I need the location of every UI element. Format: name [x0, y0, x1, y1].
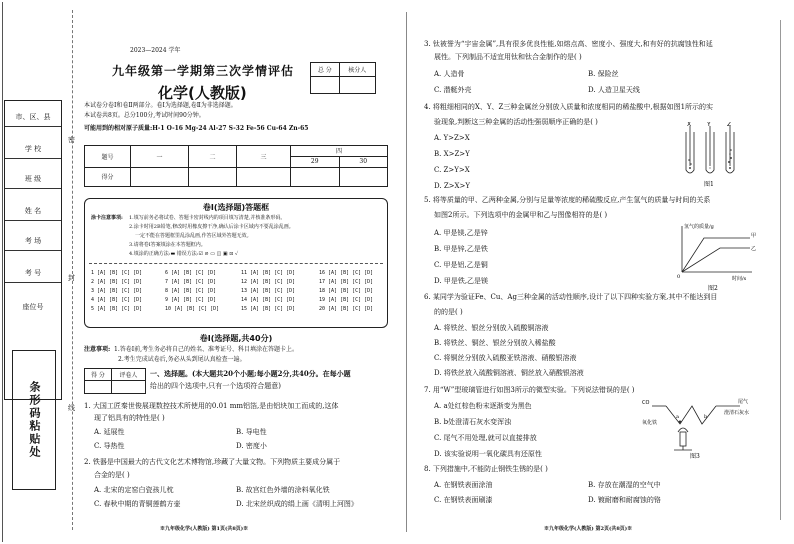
barcode-box [12, 350, 56, 490]
score-table-score-label: 得分 [85, 167, 131, 186]
question-8-option-c[interactable]: C. 在钢铁表面刷漆 [434, 496, 493, 504]
score-table-header-2: 二 [189, 146, 237, 168]
question-3-stem: 3. 钛被誉为“宇宙金属”,具有很多优良性能,如熔点高、密度小、强度大,和有好的抗腐蚀性和延 [424, 40, 713, 48]
question-2-stem: 2. 铁器是中国最大的古代文化艺术博物馆,珍藏了大量文物。下列物质主要成分属于 [84, 458, 341, 466]
question-8-stem: 8. 下列措施中,不能防止钢铁生锈的是( ) [424, 465, 548, 473]
score-table-header-3: 三 [237, 146, 291, 168]
part1-title: 卷Ⅰ(选择题,共40分) [199, 334, 273, 343]
question-4-option-d[interactable]: D. Z>X>Y [434, 182, 471, 190]
field-city: 市、区、县 [5, 107, 61, 127]
section-1-instructions-2: 给出的四个选项中,只有一个选项符合题意) [150, 382, 281, 390]
w-tube [666, 406, 716, 424]
figure-2-graph [672, 220, 758, 292]
checker-label: 核分人 [339, 63, 375, 77]
question-7-option-a[interactable]: A. a处红棕色粉末逐渐变为黑色 [434, 402, 532, 410]
question-2-option-b[interactable]: B. 故宫红色外墙的涂料氧化铁 [236, 486, 330, 494]
question-8-option-b[interactable]: B. 存放在潮湿的空气中 [588, 481, 661, 489]
total-score-box [310, 62, 376, 94]
question-5-option-a[interactable]: A. 甲是镁,乙是锌 [434, 229, 488, 237]
answer-card [84, 198, 388, 328]
fig3-a-label: a [676, 414, 679, 420]
question-3-stem-2: 展性。下列制品不适宜用钛和钛合金制作的是( ) [434, 53, 582, 61]
fig3-co-label: CO [642, 400, 650, 406]
question-6-option-d[interactable]: D. 将铁丝放入硫酸铜溶液、铜丝放入硝酸银溶液 [434, 369, 584, 377]
question-7-option-b[interactable]: B. b处澄清石灰水变浑浊 [434, 418, 512, 426]
answer-row[interactable]: 1 [A] [B] [C] [D] 6 [A] [B] [C] [D] 11 [A] [B] [C] [D] 16 [A] [B] [C] [D] [91, 270, 374, 276]
score-table [84, 145, 388, 187]
exam-notice-2: 本试卷共8页。总分100分,考试时间90分钟。 [84, 112, 205, 119]
question-3-option-d[interactable]: D. 人造卫星天线 [588, 86, 640, 94]
question-7-option-d[interactable]: D. 该实验说明一氧化碳具有还原性 [434, 450, 542, 458]
checker-value[interactable] [339, 77, 375, 94]
question-3-option-c[interactable]: C. 潜艇外壳 [434, 86, 472, 94]
atomic-masses: 可能用到的相对原子质量:H-1 O-16 Mg-24 Al-27 S-32 Fe-56 Cu-64 Zn-65 [84, 125, 309, 132]
series-jia-line [682, 238, 750, 272]
answer-card-note-4: 3.请将卷Ⅰ答案填涂在本答题框内。 [129, 242, 206, 248]
series-label-yi: 乙 [751, 246, 757, 252]
series-yi-line [682, 248, 750, 272]
grader-score-label: 得 分 [85, 369, 112, 381]
answer-card-note-3: 一定不能在答题框里乱涂乱画,作答区域外答题无效。 [135, 233, 252, 239]
graph-origin: 0 [677, 274, 681, 280]
seal-char-3: 线 [68, 404, 75, 412]
score-cell[interactable] [189, 167, 237, 186]
footer-page-2: ※九年级化学(人教版) 第2页(共8页)※ [544, 526, 633, 532]
question-4-option-a[interactable]: A. Y>Z>X [434, 134, 470, 142]
score-cell[interactable] [339, 167, 388, 186]
seal-char-1: 密 [68, 136, 75, 144]
section-1-instructions: 一、选择题。(本大题共20个小题;每小题2分,共40分。在每小题 [150, 369, 351, 378]
right-edge-marks [780, 20, 788, 520]
figure-1-caption: 图1 [704, 181, 714, 188]
page-left-edge [2, 2, 3, 542]
question-7-option-c[interactable]: C. 尾气不用处理,就可以直接排放 [434, 434, 537, 442]
part1-note-2: 2.考生完成试卷后,务必从头到尾认真检查一遍。 [118, 356, 246, 363]
answer-row[interactable]: 4 [A] [B] [C] [D] 9 [A] [B] [C] [D] 14 [A] [B] [C] [D] 19 [A] [B] [C] [D] [91, 297, 374, 303]
tube-label-z: Z [727, 122, 732, 128]
total-score-value[interactable] [311, 77, 340, 94]
question-2-option-d[interactable]: D. 北宋丝织成的绢上画《清明上河图》 [236, 500, 358, 508]
score-cell[interactable] [131, 167, 189, 186]
field-exam-number: 考 号 [5, 263, 61, 283]
question-6-option-c[interactable]: C. 将铜丝分别放入硫酸亚铁溶液、硝酸银溶液 [434, 354, 577, 362]
question-7-stem: 7. 用“W”型玻璃管进行如图3所示的微型实验。下列说法错误的是( ) [424, 386, 635, 394]
score-cell[interactable] [237, 167, 291, 186]
question-6-stem-2: 的的是( ) [434, 308, 463, 316]
series-label-jia: 甲 [751, 233, 757, 239]
fig3-b-label: b [704, 414, 708, 420]
question-4-stem: 4. 将粗细相同的X、Y、Z三种金属丝分别放入质量和浓度相同的稀盐酸中,根据如图1所示的实 [424, 103, 714, 111]
school-year: 2023—2024 学年 [130, 47, 181, 54]
seal-line [72, 10, 73, 530]
fig3-tail-gas-label: 尾气 [738, 399, 749, 405]
question-4-option-c[interactable]: C. Z>Y>X [434, 166, 470, 174]
answer-card-note-label: 涂卡注意事项: [91, 215, 123, 221]
grader-score-value[interactable] [85, 381, 112, 394]
score-table-header-1: 一 [131, 146, 189, 168]
question-8-option-d[interactable]: D. 镀耐磨和耐腐蚀的铬 [588, 496, 661, 504]
seal-char-2: 封 [68, 274, 75, 282]
figure-3-caption: 图3 [690, 453, 700, 460]
score-cell[interactable] [291, 167, 340, 186]
score-table-header-num: 题号 [85, 146, 131, 168]
question-5-option-d[interactable]: D. 甲是铁,乙是镁 [434, 277, 489, 285]
question-6-stem: 6. 某同学为验证Fe、Cu、Ag三种金属的活动性顺序,设计了以下四种实验方案,其中不能达到目 [424, 293, 718, 301]
question-1-option-a[interactable]: A. 延展性 [94, 428, 125, 436]
question-1-option-c[interactable]: C. 导热性 [94, 442, 125, 450]
question-2-option-a[interactable]: A. 北宋的定窑白瓷孩儿枕 [94, 486, 174, 494]
question-4-stem-2: 验现象,判断这三种金属的活动性强弱顺序正确的是( ) [434, 118, 598, 126]
score-table-q30: 30 [339, 156, 388, 167]
graph-xlabel: 时间/s [732, 276, 747, 282]
field-seat: 座位号 [22, 303, 44, 311]
question-5-option-b[interactable]: B. 甲是锌,乙是铁 [434, 245, 488, 253]
figure-1-test-tubes [680, 122, 744, 190]
question-2-stem-2: 合金的是( ) [94, 471, 130, 479]
graph-ylabel: 氢气的质量/g [684, 224, 714, 230]
answer-card-note-2: 2.涂卡时用2B铅笔,修改时用橡皮擦干净,确认后涂卡区域内不要乱涂乱画。 [129, 224, 294, 230]
question-8-option-a[interactable]: A. 在钢铁表面涂油 [434, 481, 493, 489]
question-5-stem: 5. 将等质量的甲、乙两种金属,分别与足量等浓度的稀硫酸反应,产生氢气的质量与时间的关系 [424, 196, 711, 204]
score-table-header-4: 四 [291, 146, 388, 157]
grader-name-value[interactable] [111, 381, 145, 394]
question-5-stem-2: 如图2所示。下列选项中的金属甲和乙与图像相符的是( ) [434, 211, 608, 219]
subject-title: 化学(人教版) [158, 84, 247, 102]
tube-label-y: Y [707, 122, 711, 128]
total-score-label: 总 分 [311, 63, 340, 77]
question-1-option-d[interactable]: D. 密度小 [236, 442, 267, 450]
question-6-option-a[interactable]: A. 将铁丝、银丝分别放入硫酸铜溶液 [434, 324, 549, 332]
answer-row[interactable]: 3 [A] [B] [C] [D] 8 [A] [B] [C] [D] 13 [A] [B] [C] [D] 18 [A] [B] [C] [D] [91, 288, 374, 294]
fig3-limewater-label: 澄清石灰水 [724, 410, 750, 416]
answer-card-note-5: 4.填涂的正确方法:▬ 错误方法:☑ ⊘ ▭ ◫ ▣ ⊡ ✓ [129, 251, 239, 257]
question-1-stem-2: 现了铝具有的特性是( ) [94, 414, 165, 422]
grader-box [84, 368, 146, 394]
part1-note-1: 1.答卷Ⅰ前,考生务必将自己的姓名、准考证号、科目填涂在答题卡上。 [114, 346, 299, 353]
tube-label-x: X [687, 122, 692, 128]
center-divider [406, 12, 407, 532]
question-3-option-b[interactable]: B. 保险丝 [588, 70, 619, 78]
question-3-option-a[interactable]: A. 人造骨 [434, 70, 465, 78]
figure-3-w-tube [640, 394, 770, 460]
barcode-label: 条形码粘贴处 [28, 381, 41, 459]
field-school: 学 校 [5, 139, 61, 159]
fig3-iron-oxide-label: 氧化铁 [642, 420, 658, 426]
score-table-q29: 29 [291, 156, 340, 167]
field-name: 姓 名 [5, 201, 61, 221]
figure-2-caption: 图2 [708, 285, 718, 292]
part1-note-label: 注意事项: [84, 346, 111, 353]
exam-notice-1: 本试卷分卷Ⅰ和卷Ⅱ两部分。卷Ⅰ为选择题,卷Ⅱ为非选择题。 [84, 102, 237, 109]
answer-bubble-grid [91, 269, 383, 325]
answer-card-divider [89, 263, 383, 264]
answer-card-note-1: 1.填写前务必将试卷、答题卡密封线内的项目填写清楚,并核准条形码。 [129, 215, 286, 221]
question-1-option-b[interactable]: B. 导电性 [236, 428, 267, 436]
exam-title: 九年级第一学期第三次学情评估 [112, 64, 295, 78]
question-6-option-b[interactable]: B. 将铁丝、铜丝、银丝分别放入稀盐酸 [434, 339, 556, 347]
footer-page-1: ※九年级化学(人教版) 第1页(共8页)※ [160, 526, 249, 532]
grader-name-label: 评卷人 [111, 369, 145, 381]
answer-card-title: 卷Ⅰ(选择题)答题框 [202, 203, 270, 212]
field-class: 班 级 [5, 169, 61, 189]
answer-row[interactable]: 5 [A] [B] [C] [D] 10 [A] [B] [C] [D] 15 [A] [B] [C] [D] 20 [A] [B] [C] [D] [91, 306, 374, 312]
question-2-option-c[interactable]: C. 春秋中期的青铜莲鹤方壶 [94, 500, 181, 508]
answer-row[interactable]: 2 [A] [B] [C] [D] 7 [A] [B] [C] [D] 12 [A] [B] [C] [D] 17 [A] [B] [C] [D] [91, 279, 374, 285]
question-5-option-c[interactable]: C. 甲是铝,乙是铜 [434, 261, 488, 269]
question-4-option-b[interactable]: B. X>Z>Y [434, 150, 470, 158]
field-exam-room: 考 场 [5, 231, 61, 251]
question-1-stem: 1. 大国工匠秦世俊展现数控技术所使用的0.01 mm铝箔,是由铝块加工而成的,这体 [84, 402, 339, 410]
